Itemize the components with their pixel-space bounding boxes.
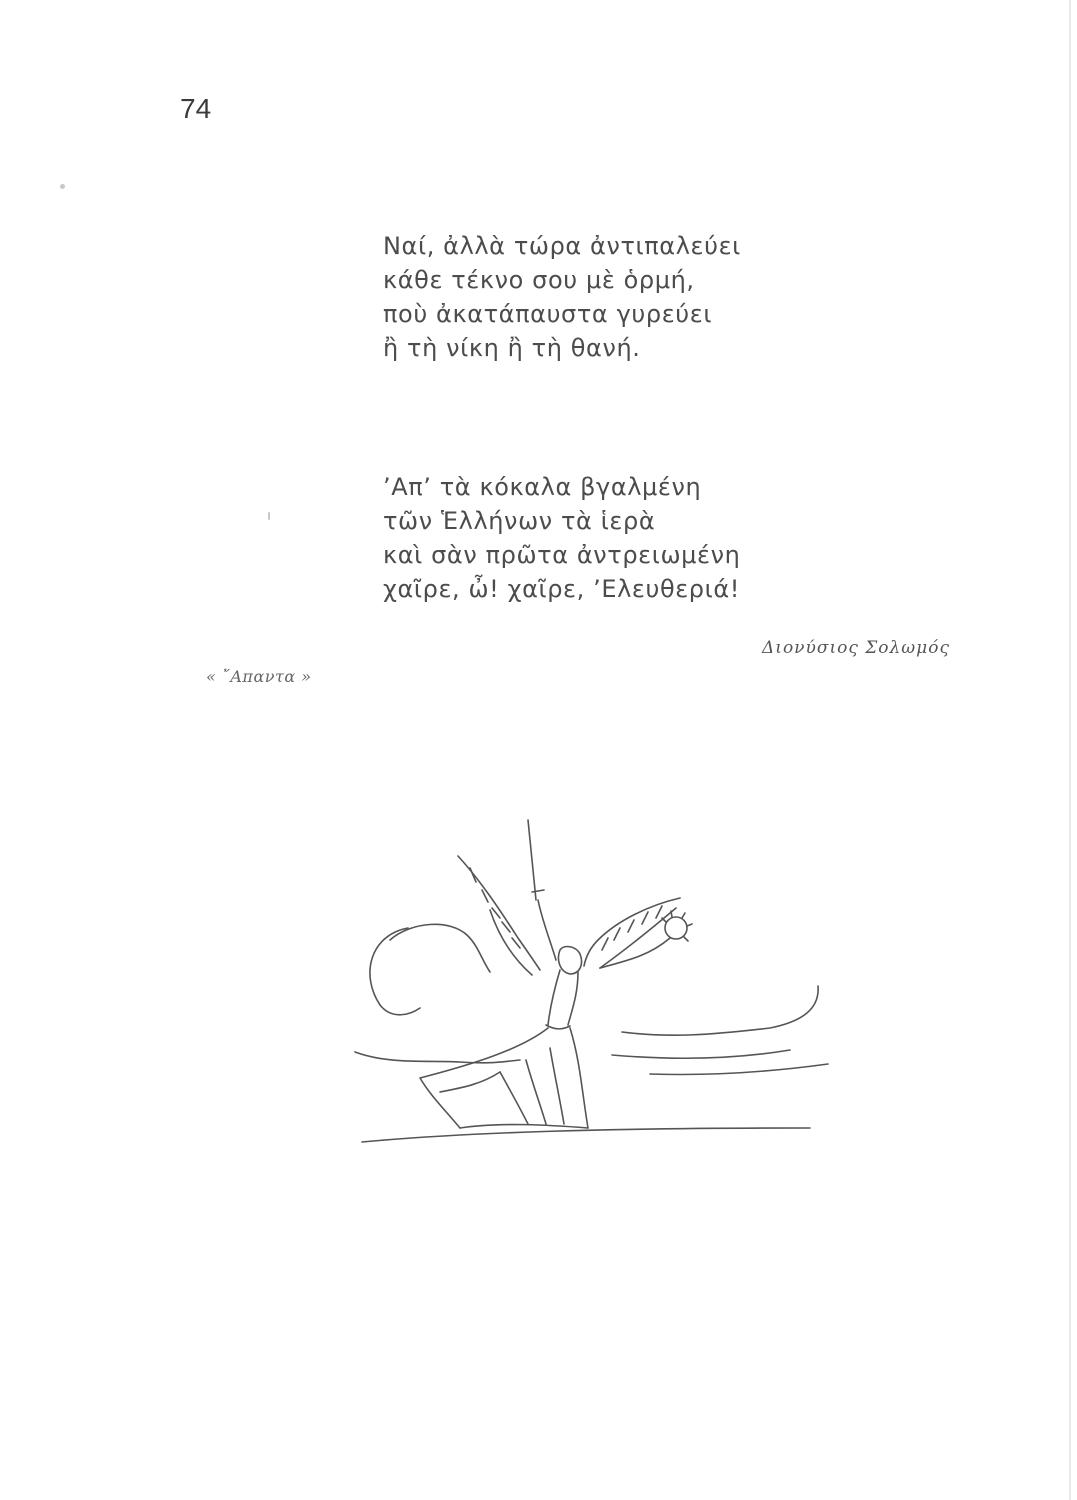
paper-speck bbox=[268, 512, 270, 520]
page-number: 74 bbox=[180, 93, 212, 124]
poem-line: κάθε τέκνο σου μὲ ὁρμή, bbox=[383, 266, 695, 294]
poem-line: τῶν Ἑλλήνων τὰ ἱερὰ bbox=[383, 507, 656, 535]
paper-speck bbox=[60, 184, 65, 189]
poem-line: ποὺ ἀκατάπαυστα γυρεύει bbox=[383, 300, 713, 328]
poem-stanza-1 bbox=[383, 229, 741, 365]
poem-line: ʼΑπʼ τὰ κόκαλα βγαλμένη bbox=[383, 473, 702, 501]
poem-stanza-2 bbox=[383, 470, 740, 606]
poem-line: καὶ σὰν πρῶτα ἀντρειωμένη bbox=[383, 541, 741, 569]
poem-line: ἢ τὴ νίκη ἢ τὴ θανή. bbox=[383, 334, 641, 362]
winged-liberty-figure-icon bbox=[350, 810, 840, 1150]
poem-source: « ῎Απαντα » bbox=[206, 667, 312, 686]
poem-author: Διονύσιος Σολωμός bbox=[762, 638, 950, 658]
poem-line: Ναί, ἀλλὰ τώρα ἀντιπαλεύει bbox=[383, 232, 741, 260]
page-edge bbox=[1069, 0, 1071, 1500]
poem-line: χαῖρε, ὦ! χαῖρε, ʼΕλευθεριά! bbox=[383, 575, 740, 603]
